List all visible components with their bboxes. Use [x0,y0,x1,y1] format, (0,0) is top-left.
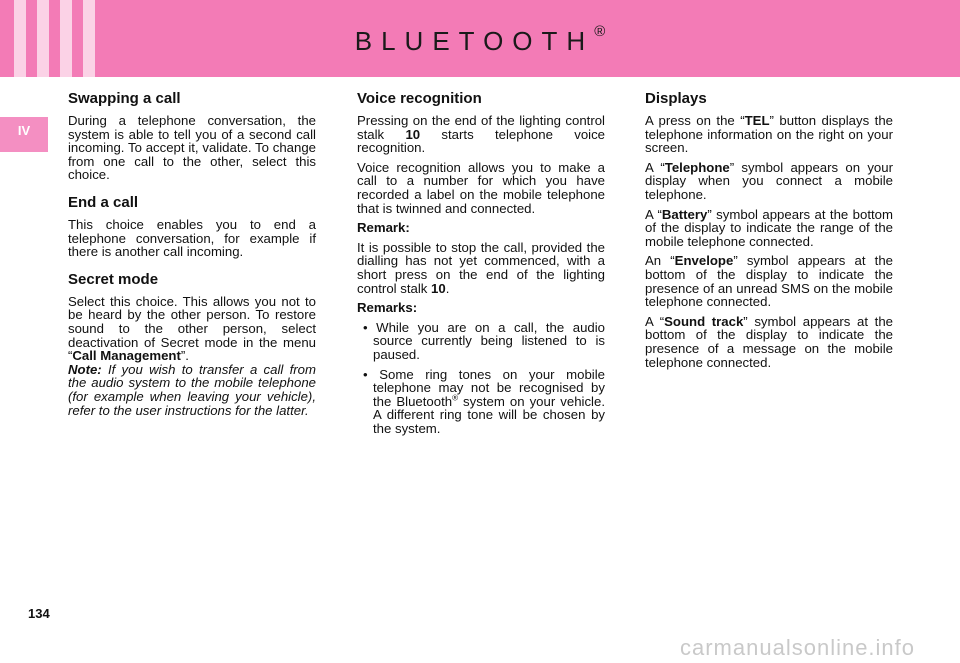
text-end-call: This choice enables you to end a telephone conversation, for example if there is another call incoming. [68,216,316,260]
bullet-item: • Some ring tones on your mobile telephone may not be recognised by the Bluetooth® system on your vehicle. A different ring tone will be chosen by the system. [363,366,605,436]
text-display-soundtrack: A “Sound track” symbol appears at the bottom of the display to indicate the presence of a message on the mobile telephone connected. [645,313,893,370]
remarks-label: Remarks: [357,300,418,316]
column-right [645,90,893,375]
page-title: BLUETOOTH® [354,23,606,56]
header-stripe [60,0,72,77]
heading-voice-recognition: Voice recognition [357,90,482,107]
text-display-tel: A press on the “TEL” button displays the telephone information on the right on your screen. [645,113,893,156]
text-secret-mode: Select this choice. This allows you not to be heard by the other person. To restore sound to the other person, select deactivation of Secret mode in the menu “Call Management”. [68,293,316,364]
column-middle [357,90,605,441]
remark-label: Remark: [357,220,410,236]
chapter-tab: IV [0,117,48,152]
note: Note: If you wish to transfer a call from the audio system to the mobile telephone (for example when leaving your vehicle), refer to the user instructions for the latter. [68,361,316,418]
text-swapping: During a telephone conversation, the system is able to tell you of a second call incoming. To accept it, validate. To change from one call to the other, select this choice. [68,113,316,183]
column-left [68,90,316,423]
bullet-item: • While you are on a call, the audio source currently being listened to is paused. [363,319,605,362]
heading-displays: Displays [645,90,707,107]
text-voice-1: Pressing on the end of the lighting control stalk 10 starts telephone voice recognition. [357,113,606,156]
heading-end-call: End a call [68,193,139,211]
watermark: carmanualsonline.info [680,635,916,660]
remark-text: It is possible to stop the call, provided the dialling has not yet commenced, with a short press on the end of the lighting control stalk 10. [357,239,605,296]
heading-secret-mode: Secret mode [68,270,159,288]
header-stripe [14,0,26,77]
header-stripe [37,0,49,77]
heading-swapping: Swapping a call [68,90,181,107]
text-voice-2: Voice recognition allows you to make a call to a number for which you have recorded a label on the mobile telephone that is twinned and connected. [357,159,605,216]
text-display-telephone: A “Telephone” symbol appears on your display when you connect a mobile telephone. [645,159,893,202]
header-stripe [83,0,95,77]
page-number: 134 [28,606,50,621]
header-band [0,0,960,77]
text-display-envelope: An “Envelope” symbol appears at the bottom of the display to indicate the presence of an unread SMS on the mobile telephone connected. [645,253,894,310]
text-display-battery: A “Battery” symbol appears at the bottom of the display to indicate the range of the mobile telephone connected. [645,206,893,249]
